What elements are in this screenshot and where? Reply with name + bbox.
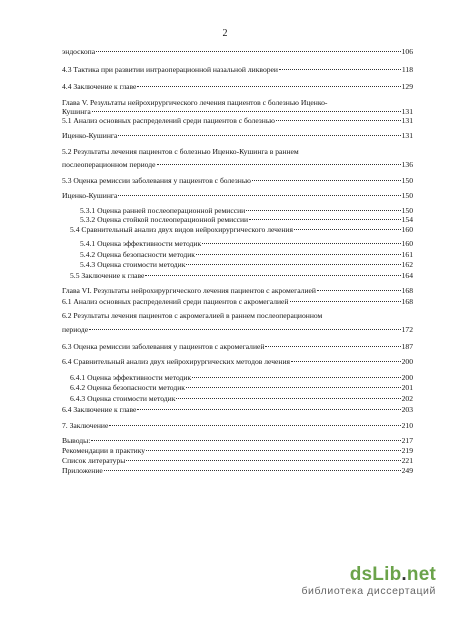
toc-entry-page: 164 bbox=[401, 271, 413, 280]
toc-entry bbox=[70, 271, 413, 280]
toc-entry-text: 5.2 Результаты лечения пациентов с болезнью Иценко-Кушинга в раннем bbox=[62, 147, 299, 156]
toc-entry bbox=[62, 357, 413, 366]
toc-entry bbox=[62, 311, 413, 320]
leader-dots bbox=[137, 409, 400, 410]
leader-dots bbox=[104, 470, 401, 471]
leader-dots bbox=[249, 219, 400, 220]
toc-entry bbox=[62, 47, 413, 56]
toc-entry-page: 131 bbox=[401, 116, 413, 125]
toc-entry-text: 5.4 Сравнительный анализ двух видов нейрохирургического лечения bbox=[70, 225, 293, 234]
leader-dots bbox=[145, 275, 400, 276]
toc-entry-page: 106 bbox=[401, 47, 413, 56]
toc-entry-page: 249 bbox=[401, 466, 413, 475]
toc-entry-text: Глава VI. Результаты нейрохирургического лечения пациентов с акромегалией bbox=[62, 286, 316, 295]
toc-entry bbox=[62, 342, 413, 351]
toc-entry-page: 118 bbox=[401, 65, 413, 74]
leader-dots bbox=[276, 120, 401, 121]
toc-entry bbox=[62, 446, 413, 455]
toc-entry-page: 129 bbox=[401, 82, 413, 91]
toc-entry-page: 221 bbox=[401, 456, 413, 465]
toc-entry-page: 131 bbox=[401, 107, 413, 116]
toc-entry-page: 150 bbox=[401, 191, 413, 200]
leader-dots bbox=[294, 229, 401, 230]
toc-entry-text: 5.1 Анализ основных распределений среди пациентов с болезнью bbox=[62, 116, 275, 125]
toc-entry-text: эндоскопа bbox=[62, 47, 96, 56]
dslib-logo bbox=[301, 564, 436, 586]
toc-entry-text: 6.4.3 Оценка стоимости методик bbox=[70, 394, 176, 403]
toc-entry bbox=[62, 456, 413, 465]
toc-entry bbox=[62, 325, 413, 334]
logo-dot: . bbox=[401, 564, 407, 585]
toc-entry-text: 5.4.3 Оценка стоимости методик bbox=[80, 260, 186, 269]
toc-entry bbox=[62, 131, 413, 140]
toc-entry bbox=[62, 297, 413, 306]
leader-dots bbox=[246, 210, 400, 211]
leader-dots bbox=[92, 111, 401, 112]
toc-entry bbox=[62, 65, 413, 74]
toc-entry-page: 160 bbox=[401, 239, 413, 248]
toc-entry bbox=[62, 116, 413, 125]
toc-entry-text: послеоперационном периоде bbox=[62, 160, 156, 169]
page-number: 2 bbox=[222, 28, 228, 39]
toc-entry bbox=[70, 373, 413, 382]
toc-entry-text: Глава V. Результаты нейрохирургического лечения пациентов с болезнью Иценко- bbox=[62, 98, 328, 107]
toc-entry-page: 131 bbox=[401, 131, 413, 140]
leader-dots bbox=[202, 243, 400, 244]
leader-dots bbox=[96, 51, 401, 52]
toc-entry-page: 200 bbox=[401, 357, 413, 366]
toc-entry-text: 5.3 Оценка ремиссии заболевания у пациентов с болезнью bbox=[62, 176, 251, 185]
toc-entry-page: 202 bbox=[401, 394, 413, 403]
leader-dots bbox=[265, 346, 400, 347]
toc-entry bbox=[70, 383, 413, 392]
leader-dots bbox=[317, 290, 401, 291]
leader-dots bbox=[196, 254, 401, 255]
leader-dots bbox=[146, 450, 401, 451]
toc-entry-text: 5.3.1 Оценка ранней послеоперационной ремиссии bbox=[80, 206, 246, 215]
toc-entry-page: 172 bbox=[401, 325, 413, 334]
toc-entry-page: 200 bbox=[401, 373, 413, 382]
toc-entry-page: 162 bbox=[401, 260, 413, 269]
toc-entry-page: 168 bbox=[401, 286, 413, 295]
leader-dots bbox=[91, 440, 400, 441]
leader-dots bbox=[192, 377, 400, 378]
toc-entry-text: 6.1 Анализ основных распределений среди пациентов с акромегалией bbox=[62, 297, 289, 306]
toc-entry bbox=[80, 206, 413, 215]
leader-dots bbox=[279, 69, 401, 70]
toc-entry-text: Иценко-Кушинга bbox=[62, 131, 118, 140]
toc-entry bbox=[80, 250, 413, 259]
toc-entry-text: 5.4.2 Оценка безопасности методик bbox=[80, 250, 195, 259]
toc-entry-text: 6.2 Результаты лечения пациентов с акромегалией в раннем послеоперационном bbox=[62, 311, 323, 320]
toc-entry-page: 160 bbox=[401, 225, 413, 234]
logo-tld: net bbox=[406, 564, 436, 585]
toc-entry-text: Приложение bbox=[62, 466, 103, 475]
toc-entry bbox=[70, 394, 413, 403]
toc-entry-text: периоде bbox=[62, 325, 89, 334]
toc-entry-page: 154 bbox=[401, 215, 413, 224]
leader-dots bbox=[186, 387, 401, 388]
leader-dots bbox=[176, 398, 400, 399]
leader-dots bbox=[291, 361, 401, 362]
toc-entry bbox=[70, 225, 413, 234]
toc-entry bbox=[62, 98, 413, 107]
toc-entry bbox=[62, 466, 413, 475]
toc-entry-text: 6.4 Заключение к главе bbox=[62, 405, 137, 414]
toc-entry-text: 5.5 Заключение к главе bbox=[70, 271, 145, 280]
toc-entry-text: 6.3 Оценка ремиссии заболевания у пациентов с акромегалией bbox=[62, 342, 265, 351]
toc-entry-page: 161 bbox=[401, 250, 413, 259]
leader-dots bbox=[118, 195, 400, 196]
toc-entry bbox=[80, 215, 413, 224]
toc-entry-page: 136 bbox=[401, 160, 413, 169]
toc-entry bbox=[62, 82, 413, 91]
toc-entry-page: 217 bbox=[401, 436, 413, 445]
logo-main: dsLib bbox=[349, 564, 402, 585]
toc-entry bbox=[62, 286, 413, 295]
toc-entry bbox=[80, 239, 413, 248]
toc-entry bbox=[62, 107, 413, 116]
toc-entry-page: 187 bbox=[401, 342, 413, 351]
dslib-watermark bbox=[301, 564, 436, 597]
toc-entry-text: 6.4.1 Оценка эффективности методик bbox=[70, 373, 192, 382]
toc-entry-text: 5.4.1 Оценка эффективности методик bbox=[80, 239, 202, 248]
toc-entry-page: 150 bbox=[401, 206, 413, 215]
toc-entry bbox=[62, 421, 413, 430]
toc-entry-text: 7. Заключение bbox=[62, 421, 109, 430]
toc-entry-text: 4.3 Тактика при развитии интраоперационной назальной ликвореи bbox=[62, 65, 278, 74]
leader-dots bbox=[252, 180, 401, 181]
toc-entry-text: Рекомендации в практику bbox=[62, 446, 146, 455]
toc-entry-page: 201 bbox=[401, 383, 413, 392]
leader-dots bbox=[118, 135, 400, 136]
toc-entry-text: Иценко-Кушинга bbox=[62, 191, 118, 200]
toc-entry-page: 210 bbox=[401, 421, 413, 430]
toc-entry-text: 6.4.2 Оценка безопасности методик bbox=[70, 383, 185, 392]
toc-entry bbox=[80, 260, 413, 269]
leader-dots bbox=[109, 425, 400, 426]
leader-dots bbox=[89, 329, 401, 330]
toc-entry-text: 4.4 Заключение к главе bbox=[62, 82, 137, 91]
toc-entry-text: Выводы: bbox=[62, 436, 91, 445]
toc-entry-page: 150 bbox=[401, 176, 413, 185]
toc-entry bbox=[62, 160, 413, 169]
toc-entry-text: Список литературы bbox=[62, 456, 126, 465]
toc-entry bbox=[62, 436, 413, 445]
toc-entry-page: 203 bbox=[401, 405, 413, 414]
toc-entry-text: Кушинга bbox=[62, 107, 91, 116]
toc-entry bbox=[62, 147, 413, 156]
toc-entry bbox=[62, 176, 413, 185]
leader-dots bbox=[126, 460, 400, 461]
toc-entry bbox=[62, 191, 413, 200]
toc-entry-page: 168 bbox=[401, 297, 413, 306]
leader-dots bbox=[186, 264, 400, 265]
watermark-subtitle: библиотека диссертаций bbox=[301, 585, 436, 597]
toc-entry-page: 219 bbox=[401, 446, 413, 455]
leader-dots bbox=[137, 86, 400, 87]
toc-entry bbox=[62, 405, 413, 414]
leader-dots bbox=[290, 301, 401, 302]
leader-dots bbox=[157, 164, 401, 165]
toc-entry-text: 6.4 Сравнительный анализ двух нейрохирургических методов лечения bbox=[62, 357, 291, 366]
toc-entry-text: 5.3.2 Оценка стойкой послеоперационной ремиссии bbox=[80, 215, 249, 224]
